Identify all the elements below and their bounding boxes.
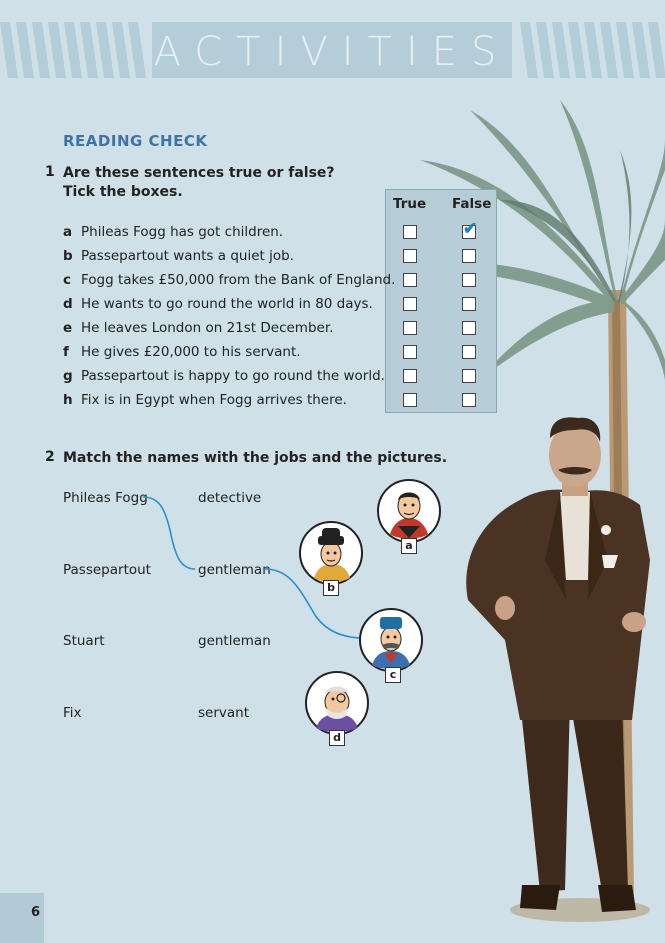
page-title: ACTIVITIES xyxy=(153,29,511,75)
picture-label-b: b xyxy=(323,580,339,596)
question-2-text: Match the names with the jobs and the pictures. xyxy=(63,450,448,466)
item-letter: g xyxy=(63,368,73,384)
picture-label-c: c xyxy=(385,667,401,683)
item-text: Fogg takes £50,000 from the Bank of England. xyxy=(81,272,396,288)
name-phileas-fogg: Phileas Fogg xyxy=(63,490,148,506)
cartoon-face-b-icon xyxy=(298,520,364,586)
item-letter: h xyxy=(63,392,73,408)
column-true-header: True xyxy=(393,196,427,212)
cartoon-face-c-icon xyxy=(358,607,424,673)
item-text: He gives £20,000 to his servant. xyxy=(81,344,301,360)
tick-icon: ✔ xyxy=(463,219,478,238)
item-letter: a xyxy=(63,224,73,240)
cartoon-face-a-icon xyxy=(376,478,442,544)
item-text: Phileas Fogg has got children. xyxy=(81,224,284,240)
question-1-line2: Tick the boxes. xyxy=(63,184,183,200)
item-letter: f xyxy=(63,344,69,360)
job-detective: detective xyxy=(198,490,262,506)
item-text: Fix is in Egypt when Fogg arrives there. xyxy=(81,392,347,408)
item-text: He leaves London on 21st December. xyxy=(81,320,334,336)
job-gentleman-1: gentleman xyxy=(198,562,271,578)
question-1-line1: Are these sentences true or false? xyxy=(63,165,335,181)
job-servant: servant xyxy=(198,705,250,721)
match-line-fogg-gentleman xyxy=(143,497,195,569)
picture-label-a: a xyxy=(401,538,417,554)
item-letter: d xyxy=(63,296,73,312)
name-passepartout: Passepartout xyxy=(63,562,151,578)
item-text: He wants to go round the world in 80 days. xyxy=(81,296,373,312)
question-2-number: 2 xyxy=(45,449,55,465)
item-text: Passepartout is happy to go round the world. xyxy=(81,368,385,384)
item-text: Passepartout wants a quiet job. xyxy=(81,248,294,264)
question-1-number: 1 xyxy=(45,164,55,180)
column-false-header: False xyxy=(452,196,492,212)
job-gentleman-2: gentleman xyxy=(198,633,271,649)
name-stuart: Stuart xyxy=(63,633,105,649)
section-title: READING CHECK xyxy=(63,132,208,150)
item-letter: b xyxy=(63,248,73,264)
item-letter: c xyxy=(63,272,72,288)
picture-label-d: d xyxy=(329,730,345,746)
cartoon-face-d-icon xyxy=(304,670,370,736)
page-number: 6 xyxy=(31,905,41,920)
item-letter: e xyxy=(63,320,73,336)
name-fix: Fix xyxy=(63,705,82,721)
